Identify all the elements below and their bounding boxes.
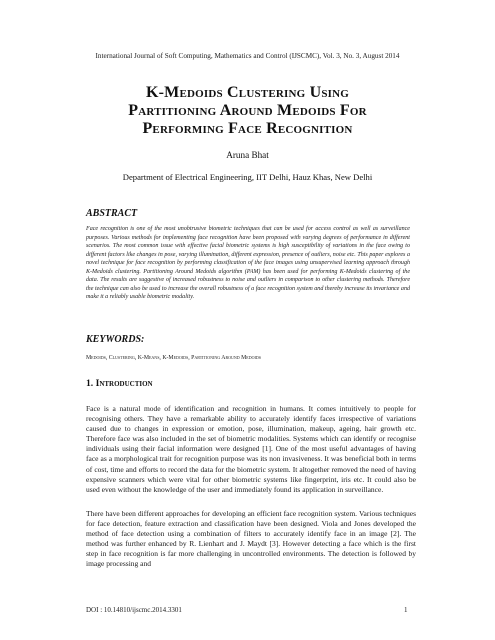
author-affiliation: Department of Electrical Engineering, IIT Delhi, Hauz Khas, New Delhi: [122, 172, 373, 182]
keywords-heading: KEYWORDS:: [86, 334, 145, 345]
author-name: Aruna Bhat: [226, 150, 269, 160]
title-line: Partitioning Around Medoids For: [128, 102, 367, 119]
keywords-text: Medoids, Clustering, K-Means, K-Medoids, Partitioning Around Medoids: [86, 355, 261, 361]
title-line: Performing Face Recognition: [142, 120, 353, 137]
page-number: 1: [404, 606, 408, 614]
introduction-heading: 1. Introduction: [86, 378, 153, 389]
journal-header: International Journal of Soft Computing, Mathematics and Control (IJSCMC), Vol. 3, No. 3, August 2014: [95, 52, 400, 60]
footer-doi: DOI : 10.14810/ijscmc.2014.3301: [86, 606, 182, 614]
body-paragraph: Face is a natural mode of identification and recognition in humans. It comes intuitively to people for recognising others. They have a remarkable ability to accurately identify faces irrespective of variations caused due to changes in expression or emotion, pose, illumination, makeup, ageing, hair growth etc. Therefore face was also included in the set of biometric modalities. Systems which can identify or recognise individuals using their facial information were designed [1]. One of the most useful advantages of having face as a morphological trait for recognition purpose was its non invasiveness. It was beneficial both in terms of cost, time and efforts to record the data for the biometric system. It altogether removed the need of having expensive scanners which were vital for other biometric systems like fingerprint, iris etc. It could also be used even without the knowledge of the user and immediately found its application in surveillance.: [86, 404, 416, 494]
body-paragraph: There have been different approaches for developing an efficient face recognition system. Various techniques for face detection, feature extraction and classification have been designed. Viola and Jones developed the method of face detection using a combination of filters to accurately identify face in an image [2]. The method was further enhanced by R. Lienhart and J. Maydt [3]. However detecting a face which is the first step in face recognition is far more challenging in uncontrolled environments. The detection is followed by image processing and: [86, 509, 416, 569]
paper-title: [0, 84, 495, 138]
title-line: K-Medoids Clustering Using: [145, 84, 350, 101]
abstract-heading: ABSTRACT: [86, 208, 138, 219]
abstract-text: Face recognition is one of the most unobtrusive biometric techniques that can be used for access control as well as surveillance purposes. Various methods for implementing face recognition have been proposed with varying degrees of performance in different scenarios. The most common issue with effective facial biometric systems is high susceptibility of variations in the face owing to different factors like changes in pose, varying illumination, different expression, presence of outliers, noise etc. This paper explores a novel technique for face recognition by performing classification of the face images using unsupervised learning approach through K-Medoids clustering. Partitioning Around Medoids algorithm (PAM) has been used for performing K-Medoids clustering of the data. The results are suggestive of increased robustness to noise and outliers in comparison to other clustering methods. Therefore the technique can also be used to increase the overall robustness of a face recognition system and thereby increase its invariance and make it a reliably usable biometric modality.: [86, 226, 410, 300]
